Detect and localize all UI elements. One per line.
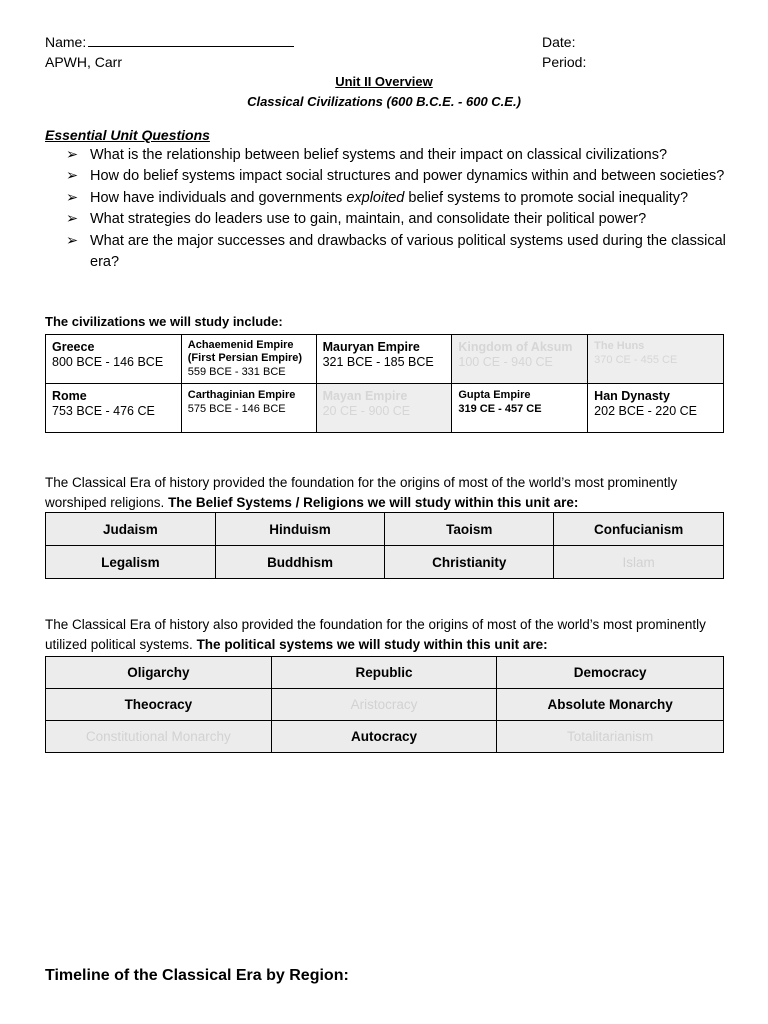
- table-row: [46, 546, 724, 579]
- table-row: [46, 384, 724, 433]
- question-item: [66, 166, 726, 187]
- political-systems-table: [45, 656, 724, 753]
- question-text: How do belief systems impact social structures and power dynamics within and between societies?: [90, 168, 725, 185]
- civ-name: Mayan Empire: [322, 389, 408, 403]
- political-cell: Theocracy: [46, 689, 272, 721]
- civ-dates: 319 CE - 457 CE: [458, 403, 542, 415]
- essential-questions-list: [66, 145, 726, 273]
- question-text: What are the major successes and drawbacks of various political systems used during the classical era?: [90, 232, 726, 271]
- question-text: How have individuals and governments: [90, 189, 347, 206]
- table-row: [46, 721, 724, 753]
- religion-cell: Hinduism: [215, 513, 385, 546]
- civ-name-sub: (First Persian Empire): [187, 352, 303, 364]
- period-label: Period:: [542, 54, 587, 70]
- essential-questions-heading: Essential Unit Questions: [45, 127, 210, 143]
- arrow-bullet-icon: ➢: [66, 211, 79, 228]
- political-cell: Oligarchy: [46, 657, 272, 689]
- religion-cell: Christianity: [385, 546, 554, 579]
- name-label: Name:: [45, 34, 87, 50]
- political-cell: Democracy: [497, 657, 724, 689]
- civilizations-table: [45, 334, 724, 433]
- civ-dates: 800 BCE - 146 BCE: [52, 355, 164, 369]
- question-item: [66, 145, 726, 166]
- civ-dates: 321 BCE - 185 BCE: [322, 355, 434, 369]
- political-intro-bold: The political systems we will study within this unit are:: [196, 636, 548, 652]
- timeline-heading: Timeline of the Classical Era by Region:: [45, 967, 349, 984]
- civ-cell-achaemenid: [181, 335, 316, 384]
- religions-intro-bold: The Belief Systems / Religions we will study within this unit are:: [168, 494, 579, 510]
- civilizations-heading: The civilizations we will study include:: [45, 314, 283, 329]
- table-row: [46, 689, 724, 721]
- civ-dates: 370 CE - 455 CE: [594, 354, 678, 366]
- arrow-bullet-icon: ➢: [66, 147, 79, 163]
- civ-name: Greece: [52, 340, 95, 354]
- religion-cell: Buddhism: [215, 546, 385, 579]
- civ-cell-rome: [46, 384, 182, 433]
- religions-intro: [45, 473, 735, 512]
- civ-cell-greece: [46, 335, 182, 384]
- political-intro: [45, 615, 735, 654]
- civ-name: Achaemenid Empire: [187, 339, 294, 351]
- arrow-bullet-icon: ➢: [66, 232, 79, 249]
- political-intro-text: The Classical Era of history also provided the foundation for the origins of most of the world’s most prominently utilized political systems.: [45, 617, 706, 652]
- civ-cell-huns: [588, 335, 724, 384]
- political-cell: Aristocracy: [271, 689, 497, 721]
- political-cell: Autocracy: [271, 721, 497, 753]
- religion-cell: Islam: [554, 546, 724, 579]
- civ-dates: 202 BCE - 220 CE: [594, 404, 698, 418]
- arrow-bullet-icon: ➢: [66, 168, 79, 185]
- civ-name: Han Dynasty: [594, 389, 670, 403]
- course-label: APWH, Carr: [45, 54, 122, 70]
- civ-cell-gupta: [452, 384, 588, 433]
- civ-name: The Huns: [594, 340, 645, 352]
- civ-name: Kingdom of Aksum: [458, 340, 573, 354]
- civ-name: Rome: [52, 389, 87, 403]
- political-cell: Totalitarianism: [497, 721, 724, 753]
- question-text: What is the relationship between belief systems and their impact on classical civilizations?: [90, 147, 668, 163]
- arrow-bullet-icon: ➢: [66, 189, 79, 206]
- civ-dates: 20 CE - 900 CE: [322, 404, 411, 418]
- question-text: belief systems to promote social inequality?: [404, 189, 689, 206]
- religion-cell: Confucianism: [554, 513, 724, 546]
- question-emphasis: exploited: [346, 189, 405, 206]
- date-label: Date:: [542, 34, 576, 50]
- religions-intro-text: The Classical Era of history provided the foundation for the origins of most of the world’s most prominently worshiped religions.: [45, 475, 678, 510]
- civ-name: Carthaginian Empire: [187, 389, 296, 401]
- civ-name: Gupta Empire: [458, 389, 531, 401]
- civ-dates: 575 BCE - 146 BCE: [187, 403, 286, 415]
- civ-cell-han: [588, 384, 724, 433]
- civ-cell-mauryan: [316, 335, 452, 384]
- civ-cell-mayan: [316, 384, 452, 433]
- civ-cell-carthaginian: [181, 384, 316, 433]
- table-row: [46, 657, 724, 689]
- question-item: [66, 231, 726, 274]
- civ-cell-aksum: [452, 335, 588, 384]
- question-text: What strategies do leaders use to gain, maintain, and consolidate their political power?: [90, 211, 647, 228]
- civ-dates: 559 BCE - 331 BCE: [187, 366, 286, 378]
- table-row: [46, 335, 724, 384]
- name-line: [45, 32, 294, 52]
- civ-dates: 753 BCE - 476 CE: [52, 404, 155, 418]
- name-blank[interactable]: [88, 32, 294, 47]
- question-item: [66, 188, 726, 209]
- political-cell: Absolute Monarchy: [497, 689, 724, 721]
- civ-dates: 100 CE - 940 CE: [458, 355, 553, 369]
- unit-title: Unit II Overview: [335, 74, 433, 89]
- civ-name: Mauryan Empire: [322, 340, 420, 354]
- political-cell: Republic: [271, 657, 497, 689]
- religions-table: [45, 512, 724, 579]
- table-row: [46, 513, 724, 546]
- religion-cell: Judaism: [46, 513, 216, 546]
- unit-subtitle: Classical Civilizations (600 B.C.E. - 600 C.E.): [247, 94, 521, 109]
- political-cell: Constitutional Monarchy: [46, 721, 272, 753]
- question-item: [66, 209, 726, 230]
- religion-cell: Taoism: [385, 513, 554, 546]
- religion-cell: Legalism: [46, 546, 216, 579]
